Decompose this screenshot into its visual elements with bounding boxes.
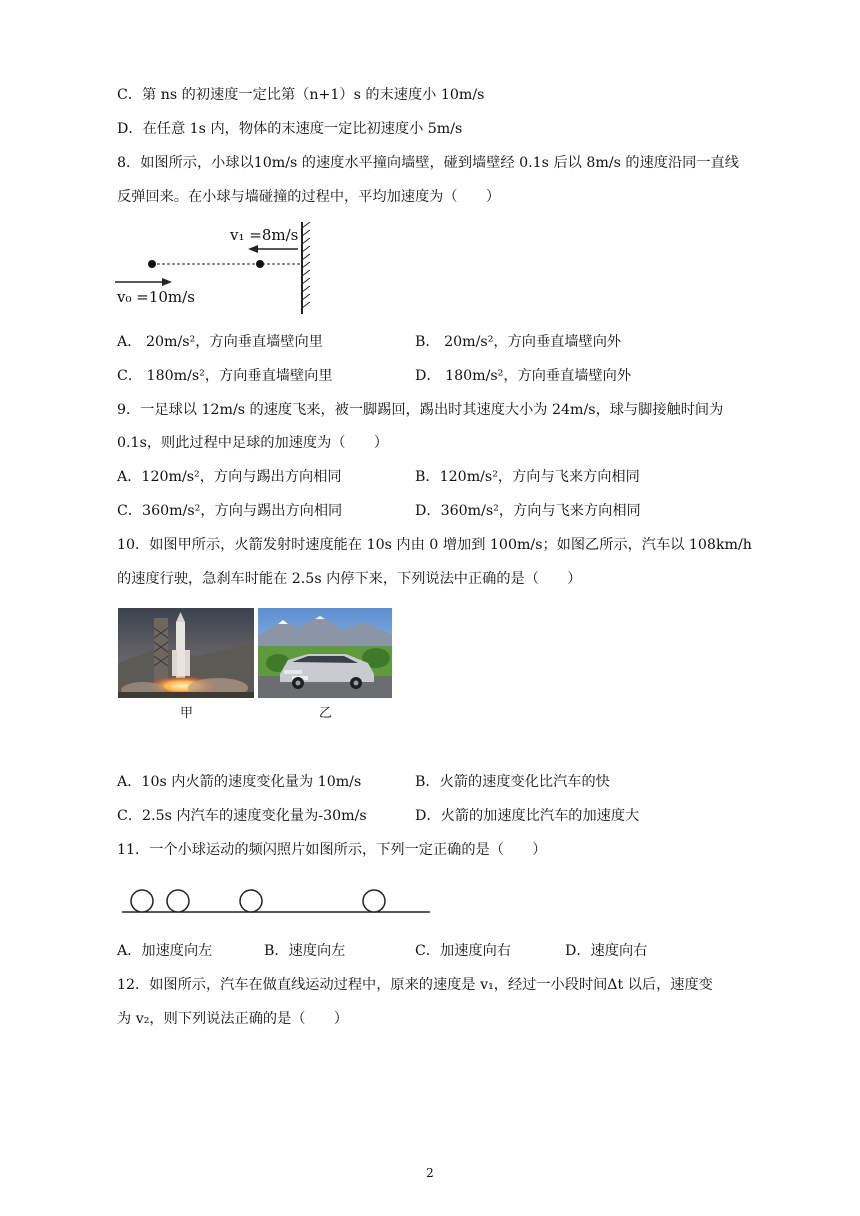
q12-stem-line1: 12．如图所示，汽车在做直线运动过程中，原来的速度是 v₁，经过一小段时间Δt 以后，速度变	[117, 977, 713, 993]
q9-option-b: B．120m/s²，方向与飞来方向相同	[415, 469, 640, 485]
q9-option-c: C．360m/s²，方向与踢出方向相同	[117, 503, 343, 519]
caption-jia: 甲	[180, 706, 194, 721]
rocket-launch-photo	[118, 608, 254, 698]
q9-stem-line2: 0.1s，则此过程中足球的加速度为（ ）	[117, 435, 389, 451]
page-number: 2	[426, 1166, 434, 1180]
q8-stem-line1: 8．如图所示，小球以10m/s 的速度水平撞向墙壁，碰到墙壁经 0.1s 后以 8m/s 的速度沿同一直线	[117, 155, 739, 171]
q8-stem-line2: 反弹回来。在小球与墙碰撞的过程中，平均加速度为（ ）	[117, 189, 501, 205]
q9-option-a: A．120m/s²，方向与踢出方向相同	[117, 469, 342, 485]
q11-option-c: C．加速度向右	[415, 943, 511, 959]
q11-option-b: B．速度向左	[264, 943, 346, 959]
q7-option-c: C．第 ns 的初速度一定比第（n+1）s 的末速度小 10m/s	[117, 87, 485, 103]
q11-option-a: A．加速度向左	[117, 943, 213, 959]
q8-fig-v1-label: v₁ =8m/s	[230, 226, 299, 244]
q9-stem-line1: 9．一足球以 12m/s 的速度飞来，被一脚踢回，踢出时其速度大小为 24m/s，球与脚接触时间为	[117, 402, 724, 418]
q10-option-b: B．火箭的速度变化比汽车的快	[415, 774, 610, 790]
caption-yi: 乙	[319, 706, 333, 721]
q10-option-a: A．10s 内火箭的速度变化量为 10m/s	[117, 774, 362, 790]
q11-stem: 11．一个小球运动的频闪照片如图所示，下列一定正确的是（ ）	[117, 842, 547, 858]
q11-option-d: D．速度向右	[565, 943, 648, 959]
q10-stem-line1: 10．如图甲所示，火箭发射时速度能在 10s 内由 0 增加到 100m/s；如图乙所示，汽车以 108km/h	[117, 537, 752, 553]
car-braking-photo	[258, 608, 392, 698]
q8-option-b: B． 20m/s²，方向垂直墙壁向外	[415, 334, 622, 350]
q10-stem-line2: 的速度行驶，急刹车时能在 2.5s 内停下来，下列说法中正确的是（ ）	[117, 571, 582, 587]
q10-option-d: D．火箭的加速度比汽车的加速度大	[415, 808, 640, 824]
q8-option-d: D． 180m/s²，方向垂直墙壁向外	[415, 368, 632, 384]
q10-option-c: C．2.5s 内汽车的速度变化量为-30m/s	[117, 808, 367, 824]
q8-fig-v0-label: v₀ =10m/s	[117, 288, 195, 306]
q7-option-d: D．在任意 1s 内，物体的末速度一定比初速度小 5m/s	[117, 121, 463, 137]
q12-stem-line2: 为 v₂，则下列说法正确的是（ ）	[117, 1011, 349, 1027]
q8-option-a: A． 20m/s²，方向垂直墙壁向里	[117, 334, 323, 350]
q8-option-c: C． 180m/s²，方向垂直墙壁向里	[117, 368, 333, 384]
strobe-photo-figure	[118, 886, 434, 916]
q9-option-d: D．360m/s²，方向与飞来方向相同	[415, 503, 641, 519]
